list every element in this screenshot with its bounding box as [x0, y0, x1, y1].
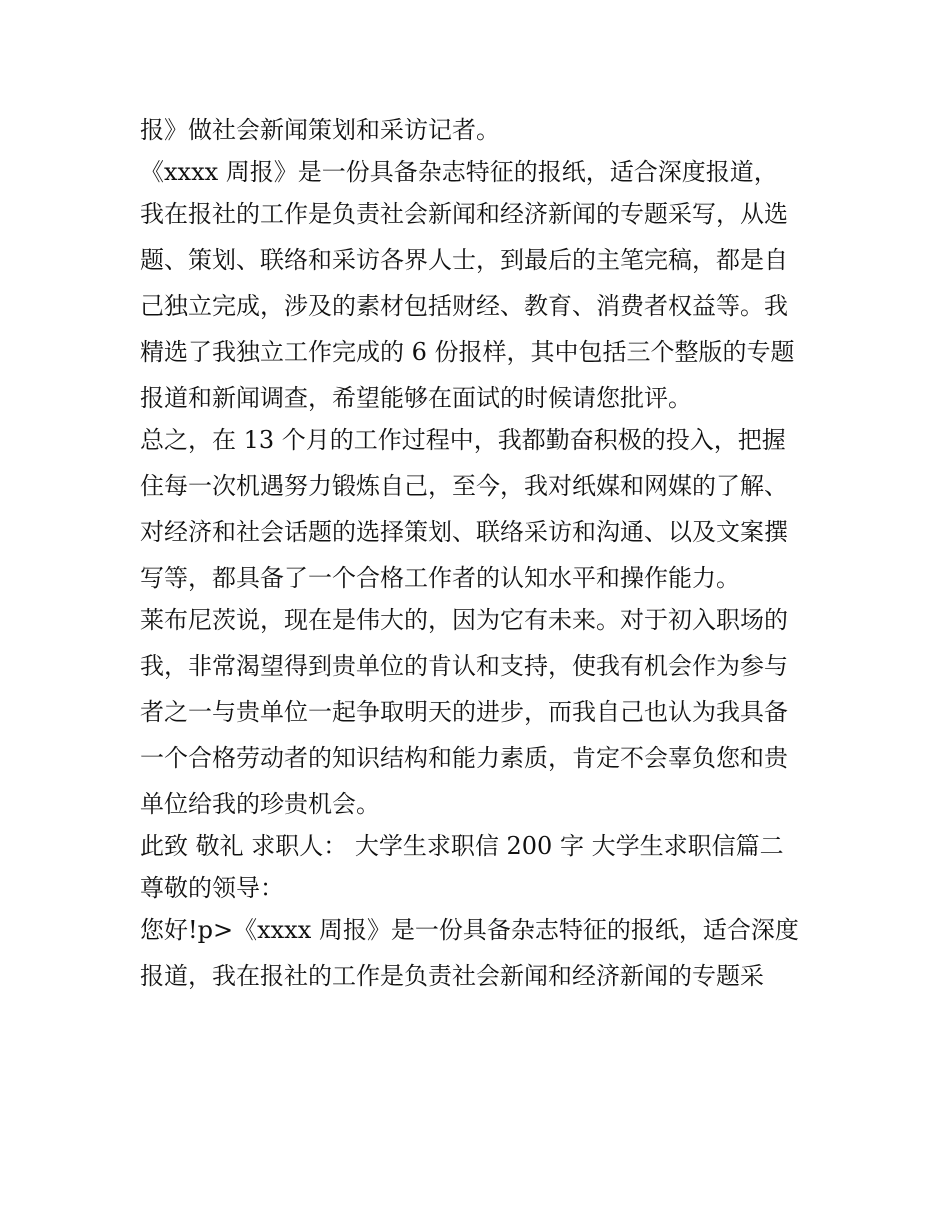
- text-line: 我在报社的工作是负责社会新闻和经济新闻的专题采写，从选: [140, 200, 788, 228]
- text-line: 尊敬的领导：: [140, 874, 284, 902]
- text-line: 您好!p>《xxxx 周报》是一份具备杂志特征的报纸，适合深度: [140, 916, 799, 944]
- text-line: 总之，在 13 个月的工作过程中，我都勤奋积极的投入，把握: [140, 426, 786, 454]
- text-line: 己独立完成，涉及的素材包括财经、教育、消费者权益等。我: [140, 292, 788, 320]
- text-line: 对经济和社会话题的选择策划、联络采访和沟通、以及文案撰: [140, 518, 788, 546]
- text-line: 单位给我的珍贵机会。: [140, 790, 380, 818]
- text-line: 《xxxx 周报》是一份具备杂志特征的报纸，适合深度报道，: [140, 158, 778, 186]
- text-line: 题、策划、联络和采访各界人士，到最后的主笔完稿，都是自: [140, 246, 788, 274]
- text-line: 我，非常渴望得到贵单位的肯认和支持，使我有机会作为参与: [140, 652, 788, 680]
- text-line: 住每一次机遇努力锻炼自己，至今，我对纸媒和网媒的了解、: [140, 472, 788, 500]
- text-line: 者之一与贵单位一起争取明天的进步，而我自己也认为我具备: [140, 698, 788, 726]
- text-line: 一个合格劳动者的知识结构和能力素质，肯定不会辜负您和贵: [140, 744, 788, 772]
- text-line: 此致 敬礼 求职人： 大学生求职信 200 字 大学生求职信篇二: [140, 832, 784, 860]
- text-line: 莱布尼茨说，现在是伟大的，因为它有未来。对于初入职场的: [140, 606, 788, 634]
- text-line: 精选了我独立工作完成的 6 份报样，其中包括三个整版的专题: [140, 338, 795, 366]
- document-body: [140, 107, 820, 999]
- text-line: 报道，我在报社的工作是负责社会新闻和经济新闻的专题采: [140, 962, 764, 990]
- text-line: 报道和新闻调查，希望能够在面试的时候请您批评。: [140, 384, 692, 412]
- text-line: 写等，都具备了一个合格工作者的认知水平和操作能力。: [140, 564, 740, 592]
- text-line: 报》做社会新闻策划和采访记者。: [140, 116, 500, 144]
